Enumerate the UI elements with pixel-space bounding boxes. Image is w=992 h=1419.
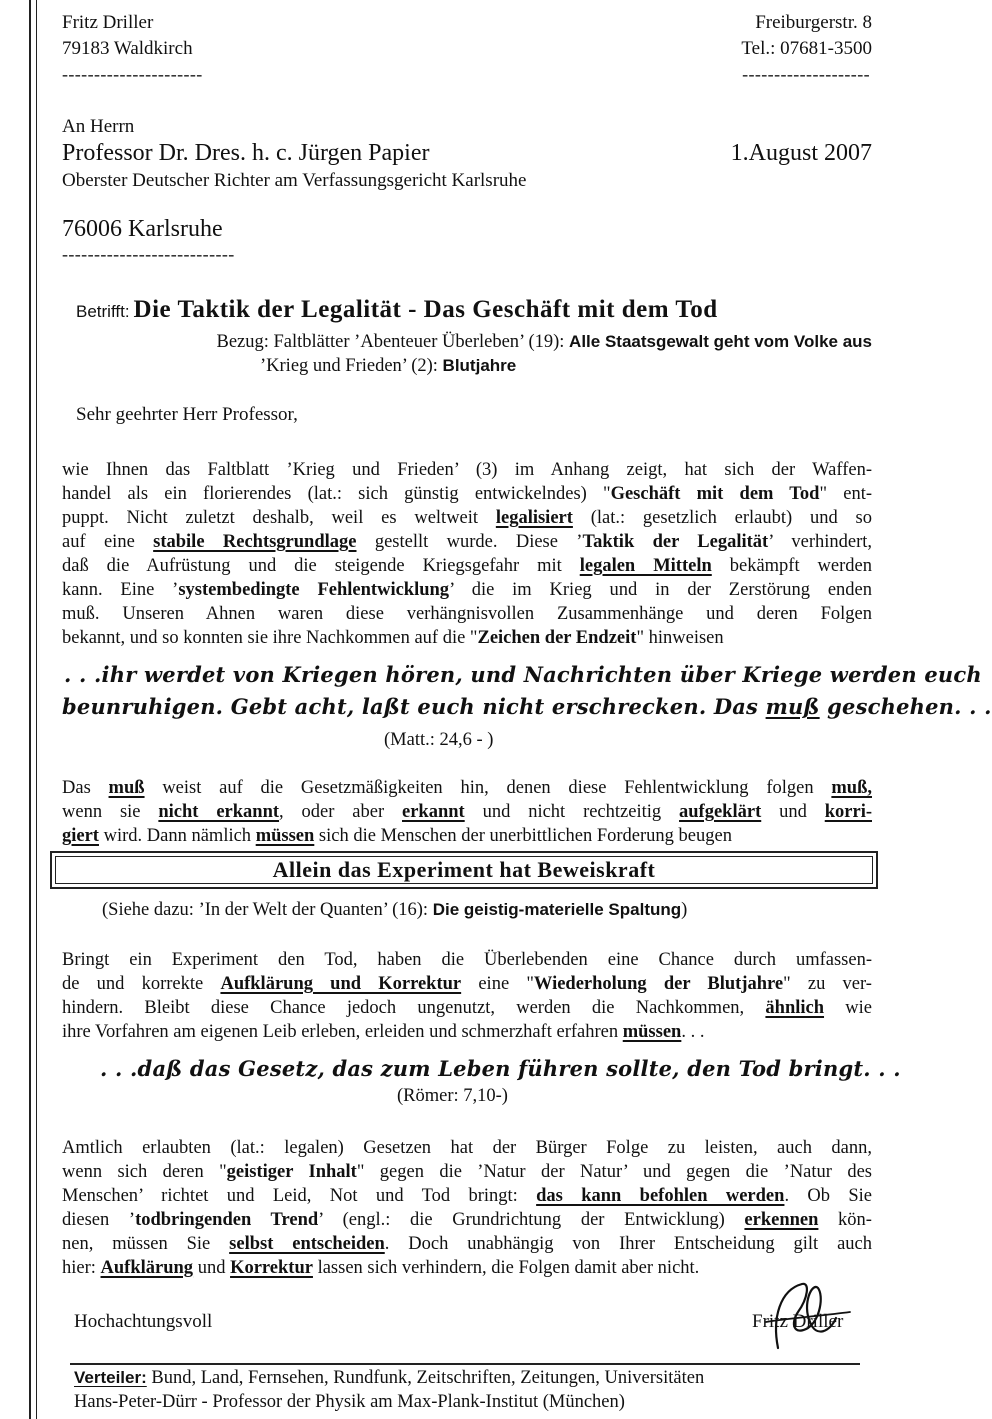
bold-text: Die geistig-materielle Spaltung bbox=[432, 900, 682, 919]
text: sich die Menschen der unerbittlichen Forderung beugen bbox=[314, 826, 732, 846]
p1-line: wie Ihnen das Faltblatt ’Krieg und Frieden’ (3) im Anhang zeigt, hat sich der Waffen- bbox=[62, 460, 872, 480]
bold-text: Geschäft mit dem Tod bbox=[610, 484, 820, 504]
text: diesen ’ bbox=[62, 1210, 136, 1230]
underlined-text: selbst entscheiden bbox=[229, 1234, 385, 1254]
see-also-line bbox=[102, 900, 687, 921]
text: kann. Eine ’ bbox=[62, 580, 179, 600]
recipient-salutation: An Herrn bbox=[62, 116, 135, 137]
boxed-heading-frame bbox=[50, 851, 878, 889]
distribution-label: Verteiler: bbox=[74, 1368, 147, 1387]
underlined-text: legalen Mitteln bbox=[579, 556, 712, 576]
text: ) bbox=[681, 900, 688, 920]
handwritten-signature bbox=[750, 1278, 860, 1358]
text: geschehen. . . bbox=[819, 694, 992, 719]
text: hindern. Bleibt diese Chance jedoch ungenutzt, werden die Nachkommen, bbox=[62, 998, 766, 1018]
text: lassen sich verhindern, die Folgen damit aber nicht. bbox=[312, 1258, 700, 1278]
text: gestellt wurde. Diese ’ bbox=[356, 532, 583, 552]
p3-line: Bringt ein Experiment den Tod, haben die Überlebenden eine Chance durch umfassen- bbox=[62, 950, 872, 970]
p4-line bbox=[62, 1184, 872, 1208]
bold-text: todbringenden Trend bbox=[135, 1210, 319, 1230]
underlined-text: aufgeklärt bbox=[679, 802, 762, 822]
p4-line: Amtlich erlaubten (lat.: legalen) Gesetzen hat der Bürger Folge zu leisten, auch dann, bbox=[62, 1138, 872, 1158]
underlined-text: korri- bbox=[824, 802, 872, 822]
recipient-postal: 76006 Karlsruhe bbox=[62, 216, 223, 242]
sender-dash-left: ---------------------- bbox=[62, 64, 203, 84]
sender-name: Fritz Driller bbox=[62, 12, 154, 33]
distribution-line-2: Hans-Peter-Dürr - Professor der Physik am Max-Plank-Institut (München) bbox=[74, 1392, 625, 1412]
text: " hinweisen bbox=[636, 628, 724, 648]
text: bekannt, und so konnten sie ihre Nachkommen auf die " bbox=[62, 628, 478, 648]
recipient-title: Oberster Deutscher Richter am Verfassungsgericht Karlsruhe bbox=[62, 170, 527, 191]
quote-2: . . .daß das Gesetz, das zum Leben führen sollte, den Tod bringt. . . bbox=[100, 1056, 901, 1081]
text: daß die Aufrüstung und die steigende Kriegsgefahr mit bbox=[62, 556, 580, 576]
subject-text: Die Taktik der Legalität - Das Geschäft mit dem Tod bbox=[133, 296, 718, 323]
underlined-text: ähnlich bbox=[765, 998, 825, 1018]
p2-line bbox=[62, 776, 872, 800]
text: . Ob Sie bbox=[784, 1186, 873, 1206]
quote-2-source: (Römer: 7,10-) bbox=[397, 1086, 508, 1106]
text: (Siehe dazu: ’In der Welt der Quanten’ (16): bbox=[102, 900, 433, 920]
text: und bbox=[761, 802, 825, 822]
text: (lat.: gesetzlich erlaubt) und so bbox=[572, 508, 872, 528]
text: beunruhigen. Gebt acht, laßt euch nicht erschrecken. Das bbox=[62, 694, 766, 719]
reference-line-1 bbox=[216, 332, 872, 353]
text: Das bbox=[62, 778, 109, 798]
footer-rule bbox=[70, 1363, 860, 1365]
distribution-list: Bund, Land, Fernsehen, Rundfunk, Zeitschriften, Zeitungen, Universitäten bbox=[146, 1368, 705, 1388]
subject-label: Betrifft: bbox=[76, 302, 130, 321]
text: handel als ein florierendes (lat.: sich günstig entwickelndes) " bbox=[62, 484, 611, 504]
paragraph-4 bbox=[62, 1136, 872, 1280]
p4-line bbox=[62, 1208, 872, 1232]
p3-line bbox=[62, 972, 872, 996]
text: . Doch unabhängig von Ihrer Entscheidung gilt auch bbox=[384, 1234, 872, 1254]
p1-line bbox=[62, 482, 872, 506]
bold-text: Taktik der Legalität bbox=[582, 532, 769, 552]
bold-text: systembedingte Fehlentwicklung bbox=[178, 580, 450, 600]
text: , oder aber bbox=[279, 802, 402, 822]
underlined-text: müssen bbox=[622, 1022, 682, 1042]
underlined-text: müssen bbox=[255, 826, 315, 846]
underlined-text: Aufklärung und Korrektur bbox=[220, 974, 462, 994]
left-margin-rule bbox=[29, 0, 31, 1419]
text: Menschen’ richtet und Leid, Not und Tod bringt: bbox=[62, 1186, 537, 1206]
closing: Hochachtungsvoll bbox=[74, 1311, 213, 1332]
text: puppt. Nicht zuletzt deshalb, weil es weltweit bbox=[62, 508, 496, 528]
text: kön- bbox=[818, 1210, 872, 1230]
text: . . . bbox=[681, 1022, 705, 1042]
text: " zu ver- bbox=[783, 974, 872, 994]
text: " ent- bbox=[819, 484, 872, 504]
left-margin-rule-inner bbox=[36, 0, 37, 1419]
p1-line bbox=[62, 530, 872, 554]
distribution-line-1 bbox=[74, 1368, 704, 1389]
reference-line-2 bbox=[260, 356, 516, 377]
quote-1-line-2 bbox=[62, 694, 992, 719]
text: wird. Dann nämlich bbox=[98, 826, 256, 846]
bold-text: Wiederholung der Blutjahre bbox=[533, 974, 784, 994]
signature-stroke bbox=[776, 1284, 836, 1348]
sender-phone: Tel.: 07681-3500 bbox=[741, 38, 872, 59]
text: ’ die im Krieg und in der Zerstörung enden bbox=[449, 580, 873, 600]
signature-typed-name: Fritz Driller bbox=[752, 1311, 844, 1332]
underlined-text: muß bbox=[765, 694, 820, 719]
text: weist auf die Gesetzmäßigkeiten hin, denen diese Fehlentwicklung folgen bbox=[144, 778, 832, 798]
quote-1-line-1: . . .ihr werdet von Kriegen hören, und Nachrichten über Kriege werden euch bbox=[64, 662, 982, 687]
reference-label: Bezug: bbox=[216, 332, 269, 352]
text: de und korrekte bbox=[62, 974, 221, 994]
recipient-name: Professor Dr. Dres. h. c. Jürgen Papier bbox=[62, 140, 430, 166]
underlined-text: Korrektur bbox=[230, 1258, 313, 1278]
p1-line: muß. Unseren Ahnen waren diese verhängnisvollen Zusammenhänge und deren Folgen bbox=[62, 604, 872, 624]
text: und nicht rechtzeitig bbox=[464, 802, 680, 822]
subject-line bbox=[76, 296, 718, 324]
text: wenn sich deren " bbox=[62, 1162, 227, 1182]
p2-line bbox=[62, 824, 872, 848]
p1-line bbox=[62, 626, 872, 650]
underlined-text: das kann befohlen werden bbox=[536, 1186, 785, 1206]
underlined-text: legalisiert bbox=[495, 508, 573, 528]
reference-line1-bold: Alle Staatsgewalt geht vom Volke aus bbox=[569, 332, 872, 351]
underlined-text: nicht erkannt bbox=[158, 802, 280, 822]
recipient-dash: --------------------------- bbox=[62, 244, 235, 264]
underlined-text: erkennen bbox=[744, 1210, 819, 1230]
paragraph-1 bbox=[62, 458, 872, 650]
text: hier: bbox=[62, 1258, 101, 1278]
underlined-text: giert bbox=[62, 826, 99, 846]
text: wenn sie bbox=[62, 802, 159, 822]
p4-line bbox=[62, 1256, 872, 1280]
text: eine " bbox=[461, 974, 534, 994]
text: ’ (engl.: die Grundrichtung der Entwicklung) bbox=[318, 1210, 745, 1230]
text: auf eine bbox=[62, 532, 154, 552]
letter-date: 1.August 2007 bbox=[730, 140, 872, 166]
underlined-text: erkannt bbox=[402, 802, 465, 822]
bold-text: geistiger Inhalt bbox=[226, 1162, 357, 1182]
greeting: Sehr geehrter Herr Professor, bbox=[76, 404, 298, 425]
sender-street: Freiburgerstr. 8 bbox=[755, 12, 872, 33]
text: und bbox=[193, 1258, 231, 1278]
p2-line bbox=[62, 800, 872, 824]
text: bekämpft werden bbox=[711, 556, 873, 576]
reference-line1-text: Faltblätter ’Abenteuer Überleben’ (19): bbox=[273, 332, 565, 352]
text: wie bbox=[824, 998, 872, 1018]
bold-text: Zeichen der Endzeit bbox=[477, 628, 637, 648]
p1-line bbox=[62, 578, 872, 602]
reference-line2-text: ’Krieg und Frieden’ (2): bbox=[260, 356, 438, 376]
sender-city: 79183 Waldkirch bbox=[62, 38, 193, 59]
underlined-text: Aufklärung bbox=[100, 1258, 194, 1278]
quote-1-source: (Matt.: 24,6 - ) bbox=[384, 730, 494, 750]
paragraph-2 bbox=[62, 776, 872, 848]
text: ’ verhindert, bbox=[768, 532, 873, 552]
paragraph-3 bbox=[62, 948, 872, 1044]
sender-dash-right: -------------------- bbox=[742, 64, 870, 84]
boxed-heading: Allein das Experiment hat Beweiskraft bbox=[55, 856, 873, 884]
p1-line bbox=[62, 506, 872, 530]
p3-line bbox=[62, 1020, 872, 1044]
p4-line bbox=[62, 1160, 872, 1184]
underlined-text: muß, bbox=[831, 778, 872, 798]
underlined-text: stabile Rechtsgrundlage bbox=[153, 532, 357, 552]
text: ihre Vorfahren am eigenen Leib erleben, erleiden und schmerzhaft erfahren bbox=[62, 1022, 623, 1042]
p1-line bbox=[62, 554, 872, 578]
underlined-text: muß bbox=[108, 778, 145, 798]
reference-line2-bold: Blutjahre bbox=[442, 356, 517, 375]
p4-line bbox=[62, 1232, 872, 1256]
p3-line bbox=[62, 996, 872, 1020]
text: nen, müssen Sie bbox=[62, 1234, 230, 1254]
text: " gegen die ’Natur der Natur’ und gegen die ’Natur des bbox=[356, 1162, 872, 1182]
